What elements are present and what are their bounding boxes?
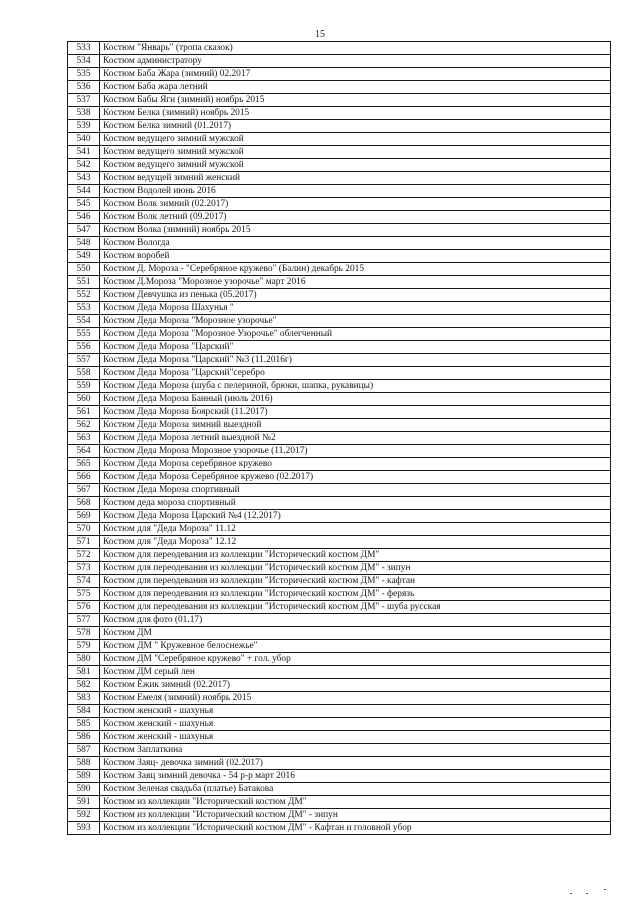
table-row [68, 367, 611, 380]
table-row [68, 120, 611, 133]
item-description: Костюм Заплаткина [100, 744, 611, 757]
item-description: Костюм ДМ серый лен [100, 666, 611, 679]
item-description: Костюм Деда Мороза Боярский (11.2017) [100, 406, 611, 419]
table-row [68, 393, 611, 406]
item-description: Костюм ведущего зимний мужской [100, 159, 611, 172]
table-row [68, 783, 611, 796]
row-number: 545 [68, 198, 100, 211]
table-row [68, 627, 611, 640]
row-number: 581 [68, 666, 100, 679]
table-row [68, 133, 611, 146]
item-description: Костюм Деда Мороза серебряное кружево [100, 458, 611, 471]
table-row [68, 757, 611, 770]
row-number: 574 [68, 575, 100, 588]
inventory-table-body [68, 42, 611, 835]
row-number: 565 [68, 458, 100, 471]
row-number: 576 [68, 601, 100, 614]
row-number: 570 [68, 523, 100, 536]
row-number: 558 [68, 367, 100, 380]
row-number: 577 [68, 614, 100, 627]
table-row [68, 328, 611, 341]
row-number: 583 [68, 692, 100, 705]
table-row [68, 250, 611, 263]
item-description: Костюм Деда Мороза Серебряное кружево (02.2017) [100, 471, 611, 484]
row-number: 552 [68, 289, 100, 302]
item-description: Костюм Волк зимний (02.2017) [100, 198, 611, 211]
row-number: 569 [68, 510, 100, 523]
row-number: 564 [68, 445, 100, 458]
row-number: 557 [68, 354, 100, 367]
row-number: 560 [68, 393, 100, 406]
item-description: Костюм Баба Жара (зимний) 02.2017 [100, 68, 611, 81]
item-description: Костюм Зеленая свадьба (платье) Батакова [100, 783, 611, 796]
row-number: 547 [68, 224, 100, 237]
row-number: 548 [68, 237, 100, 250]
table-row [68, 289, 611, 302]
item-description: Костюм ДМ [100, 627, 611, 640]
table-row [68, 146, 611, 159]
table-row [68, 42, 611, 55]
item-description: Костюм ДМ "Серебряное кружево" + гол. убор [100, 653, 611, 666]
table-row [68, 263, 611, 276]
row-number: 589 [68, 770, 100, 783]
table-row [68, 718, 611, 731]
item-description: Костюм Девчушка из пенька (05.2017) [100, 289, 611, 302]
item-description: Костюм Деда Мороза Морозное узорочье (11.2017) [100, 445, 611, 458]
row-number: 534 [68, 55, 100, 68]
item-description: Костюм воробей [100, 250, 611, 263]
row-number: 585 [68, 718, 100, 731]
item-description: Костюм Баба жара летний [100, 81, 611, 94]
item-description: Костюм Деда Мороза Шахунья " [100, 302, 611, 315]
row-number: 553 [68, 302, 100, 315]
row-number: 591 [68, 796, 100, 809]
item-description: Костюм Д.Мороза "Морозное узорочье" март 2016 [100, 276, 611, 289]
item-description: Костюм Деда Мороза Царский №4 (12.2017) [100, 510, 611, 523]
item-description: Костюм Д. Мороза - "Серебряное кружево" (Балин) декабрь 2015 [100, 263, 611, 276]
row-number: 578 [68, 627, 100, 640]
item-description: Костюм для переодевания из коллекции "Исторический костюм ДМ" - шуба русская [100, 601, 611, 614]
item-description: Костюм Деда Мороза "Царский" [100, 341, 611, 354]
row-number: 582 [68, 679, 100, 692]
row-number: 555 [68, 328, 100, 341]
table-row [68, 380, 611, 393]
row-number: 535 [68, 68, 100, 81]
table-row [68, 341, 611, 354]
table-row [68, 406, 611, 419]
item-description: Костюм Деда Мороза зимний выездной [100, 419, 611, 432]
item-description: Костюм Деда Мороза летний выездной №2 [100, 432, 611, 445]
table-row [68, 471, 611, 484]
table-row [68, 549, 611, 562]
scan-speck [586, 893, 588, 894]
item-description: Костюм Деда Мороза "Царский" №3 (11.2016г) [100, 354, 611, 367]
row-number: 533 [68, 42, 100, 55]
row-number: 587 [68, 744, 100, 757]
table-row [68, 653, 611, 666]
table-row [68, 315, 611, 328]
item-description: Костюм из коллекции "Исторический костюм ДМ" - Кафтан и головной убор [100, 822, 611, 835]
table-row [68, 68, 611, 81]
table-row [68, 601, 611, 614]
row-number: 551 [68, 276, 100, 289]
item-description: Костюм из коллекции "Исторический костюм ДМ" [100, 796, 611, 809]
table-row [68, 419, 611, 432]
table-row [68, 237, 611, 250]
table-row [68, 796, 611, 809]
table-row [68, 588, 611, 601]
item-description: Костюм Белка (зимний) ноябрь 2015 [100, 107, 611, 120]
item-description: Костюм деда мороза спортивный [100, 497, 611, 510]
item-description: Костюм женский - шахунья [100, 718, 611, 731]
item-description: Костюм Емеля (зимний) ноябрь 2015 [100, 692, 611, 705]
row-number: 562 [68, 419, 100, 432]
item-description: Костюм Вологда [100, 237, 611, 250]
item-description: Костюм из коллекции "Исторический костюм ДМ" - зипун [100, 809, 611, 822]
row-number: 579 [68, 640, 100, 653]
table-row [68, 198, 611, 211]
page-number: 15 [315, 29, 325, 40]
item-description: Костюм ведущего зимний мужской [100, 133, 611, 146]
table-row [68, 159, 611, 172]
inventory-table [67, 41, 611, 835]
row-number: 536 [68, 81, 100, 94]
row-number: 586 [68, 731, 100, 744]
table-row [68, 744, 611, 757]
item-description: Костюм Заяц- девочка зимний (02.2017) [100, 757, 611, 770]
item-description: Костюм Деда Мороза "Морозное узорочье" [100, 315, 611, 328]
item-description: Костюм Деда Мороза Банный (июль 2016) [100, 393, 611, 406]
item-description: Костюм Белка зимний (01.2017) [100, 120, 611, 133]
row-number: 575 [68, 588, 100, 601]
row-number: 567 [68, 484, 100, 497]
table-row [68, 523, 611, 536]
table-row [68, 276, 611, 289]
row-number: 566 [68, 471, 100, 484]
table-row [68, 731, 611, 744]
item-description: Костюм Волка (зимний) ноябрь 2015 [100, 224, 611, 237]
row-number: 584 [68, 705, 100, 718]
scan-speck [570, 893, 572, 894]
row-number: 590 [68, 783, 100, 796]
item-description: Костюм Деда Мороза (шуба с пелериной, брюки, шапка, рукавицы) [100, 380, 611, 393]
row-number: 542 [68, 159, 100, 172]
item-description: Костюм для переодевания из коллекции "Исторический костюм ДМ" - кафтан [100, 575, 611, 588]
item-description: Костюм Водолей июнь 2016 [100, 185, 611, 198]
row-number: 541 [68, 146, 100, 159]
table-row [68, 458, 611, 471]
table-row [68, 432, 611, 445]
item-description: Костюм для переодевания из коллекции "Исторический костюм ДМ" - зипун [100, 562, 611, 575]
table-row [68, 94, 611, 107]
row-number: 561 [68, 406, 100, 419]
item-description: Костюм женский - шахунья [100, 705, 611, 718]
row-number: 563 [68, 432, 100, 445]
table-row [68, 55, 611, 68]
row-number: 556 [68, 341, 100, 354]
row-number: 550 [68, 263, 100, 276]
item-description: Костюм Деда Мороза спортивный [100, 484, 611, 497]
item-description: Костюм для "Деда Мороза" 11.12 [100, 523, 611, 536]
table-row [68, 302, 611, 315]
table-row [68, 172, 611, 185]
item-description: Костюм Волк летний (09.2017) [100, 211, 611, 224]
row-number: 539 [68, 120, 100, 133]
item-description: Костюм женский - шахунья [100, 731, 611, 744]
table-row [68, 445, 611, 458]
row-number: 549 [68, 250, 100, 263]
table-row [68, 211, 611, 224]
scan-speck [604, 889, 606, 890]
table-row [68, 770, 611, 783]
item-description: Костюм Деда Мороза "Царский"серебро [100, 367, 611, 380]
row-number: 554 [68, 315, 100, 328]
item-description: Костюм ведущей зимний женский [100, 172, 611, 185]
item-description: Костюм для переодевания из коллекции "Исторический костюм ДМ" [100, 549, 611, 562]
row-number: 537 [68, 94, 100, 107]
row-number: 588 [68, 757, 100, 770]
table-row [68, 640, 611, 653]
item-description: Костюм ведущего зимний мужской [100, 146, 611, 159]
item-description: Костюм для фото (01.17) [100, 614, 611, 627]
item-description: Костюм Бабы Яги (зимний) ноябрь 2015 [100, 94, 611, 107]
row-number: 593 [68, 822, 100, 835]
table-row [68, 510, 611, 523]
item-description: Костюм "Январь" (тропа сказок) [100, 42, 611, 55]
table-row [68, 692, 611, 705]
table-row [68, 484, 611, 497]
item-description: Костюм администратору [100, 55, 611, 68]
row-number: 559 [68, 380, 100, 393]
row-number: 592 [68, 809, 100, 822]
table-row [68, 822, 611, 835]
row-number: 568 [68, 497, 100, 510]
table-row [68, 614, 611, 627]
row-number: 543 [68, 172, 100, 185]
table-row [68, 185, 611, 198]
table-row [68, 81, 611, 94]
row-number: 540 [68, 133, 100, 146]
table-row [68, 809, 611, 822]
table-row [68, 354, 611, 367]
row-number: 546 [68, 211, 100, 224]
table-row [68, 107, 611, 120]
table-row [68, 666, 611, 679]
row-number: 573 [68, 562, 100, 575]
table-row [68, 562, 611, 575]
table-row [68, 536, 611, 549]
row-number: 572 [68, 549, 100, 562]
table-row [68, 679, 611, 692]
item-description: Костюм Заяц зимний девочка - 54 р-р март 2016 [100, 770, 611, 783]
table-row [68, 497, 611, 510]
item-description: Костюм для переодевания из коллекции "Исторический костюм ДМ" - ферязь [100, 588, 611, 601]
item-description: Костюм Ёжик зимний (02.2017) [100, 679, 611, 692]
table-row [68, 705, 611, 718]
table-row [68, 224, 611, 237]
row-number: 571 [68, 536, 100, 549]
row-number: 538 [68, 107, 100, 120]
item-description: Костюм для "Деда Мороза" 12.12 [100, 536, 611, 549]
item-description: Костюм ДМ " Кружевное белоснежье" [100, 640, 611, 653]
item-description: Костюм Деда Мороза "Морозное Узорочье" облегченный [100, 328, 611, 341]
table-row [68, 575, 611, 588]
row-number: 580 [68, 653, 100, 666]
row-number: 544 [68, 185, 100, 198]
